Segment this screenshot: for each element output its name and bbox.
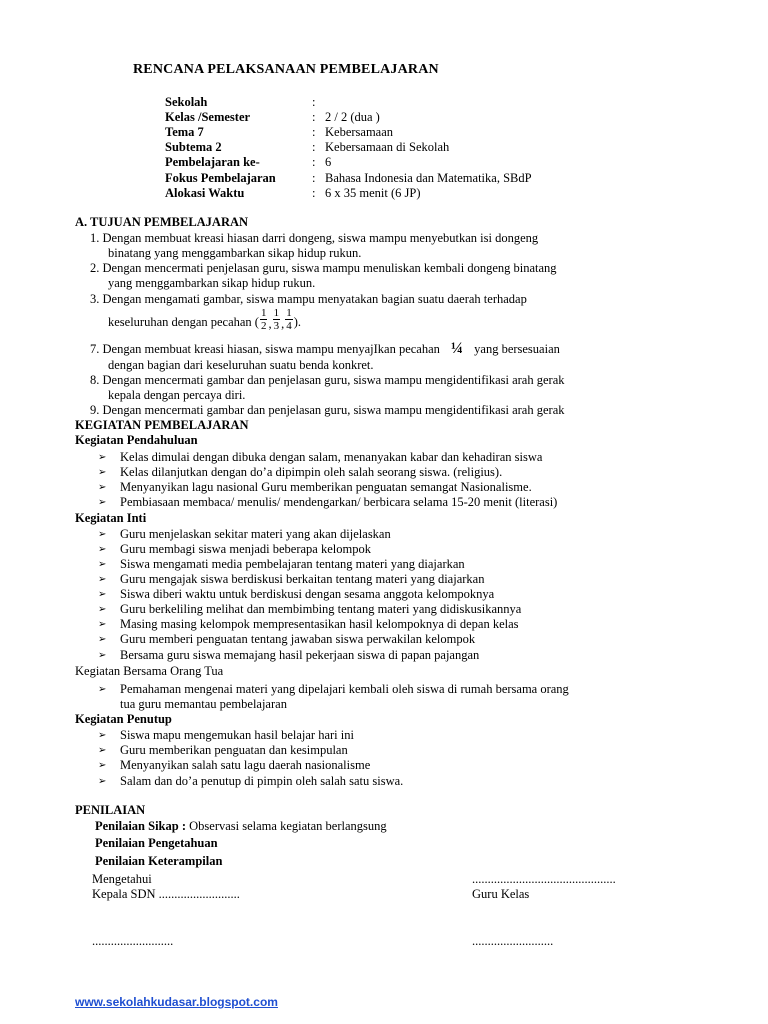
objective-2-line-1: 2. Dengan mencermati penjelasan guru, siswa mampu menuliskan kembali dongeng binatang (90, 261, 557, 275)
penilaian-keterampilan-label: Penilaian Keterampilan (95, 854, 223, 868)
fraction-denominator: 4 (286, 320, 292, 332)
signature-line-left: .......................... (92, 934, 174, 948)
subheading-penutup: Kegiatan Penutup (75, 712, 172, 726)
arrow-bullet-icon: ➢ (98, 467, 107, 478)
meta-label: Kelas /Semester (165, 110, 251, 124)
arrow-bullet-icon: ➢ (98, 482, 107, 493)
arrow-bullet-icon: ➢ (98, 730, 107, 741)
fraction-numerator: 1 (260, 307, 267, 319)
objective-3-line-2 (108, 307, 301, 332)
objective-1-line-1: 1. Dengan membuat kreasi hiasan darri dongeng, siswa mampu menyebutkan isi dongeng (90, 231, 539, 245)
fraction-half (260, 307, 268, 332)
subheading-orang-tua: Kegiatan Bersama Orang Tua (75, 664, 224, 678)
meta-value: Kebersamaan (325, 125, 394, 139)
meta-colon: : (312, 186, 316, 200)
objective-3-line-1: 3. Dengan mengamati gambar, siswa mampu menyatakan bagian suatu daerah terhadap (90, 292, 527, 306)
arrow-bullet-icon: ➢ (98, 574, 107, 585)
objective-8-line-1: 8. Dengan mencermati gambar dan penjelasan guru, siswa mampu mengidentifikasi arah gerak (90, 373, 565, 387)
meta-value: Bahasa Indonesia dan Matematika, SBdP (325, 171, 532, 185)
fraction-separator: , (281, 316, 285, 331)
list-item-text: Siswa mapu mengemukan hasil belajar hari ini (120, 728, 354, 742)
list-item-text: Guru membagi siswa menjadi beberapa kelompok (120, 542, 371, 556)
arrow-bullet-icon: ➢ (98, 760, 107, 771)
meta-label: Sekolah (165, 95, 208, 109)
meta-label: Tema 7 (165, 125, 204, 139)
list-item-text: Menyanyikan lagu nasional Guru memberikan penguatan semangat Nasionalisme. (120, 480, 532, 494)
arrow-bullet-icon: ➢ (98, 619, 107, 630)
fraction-close: ). (293, 314, 302, 329)
footer-website-link[interactable]: www.sekolahkudasar.blogspot.com (75, 995, 278, 1009)
objective-2-line-2: yang menggambarkan sikap hidup rukun. (108, 276, 316, 290)
signature-line-right: .......................... (472, 934, 554, 948)
penilaian-pengetahuan-label: Penilaian Pengetahuan (95, 836, 218, 850)
meta-value: 2 / 2 (dua ) (325, 110, 380, 124)
list-item-text: Pembiasaan membaca/ menulis/ mendengarkan/ berbicara selama 15-20 menit (literasi) (120, 495, 558, 509)
list-item-text: Guru memberikan penguatan dan kesimpulan (120, 743, 348, 757)
subheading-inti: Kegiatan Inti (75, 511, 147, 525)
objective-1-line-2: binatang yang menggambarkan sikap hidup rukun. (108, 246, 362, 260)
list-item-text: Guru memberi penguatan tentang jawaban siswa perwakilan kelompok (120, 632, 476, 646)
meta-colon: : (312, 140, 316, 154)
arrow-bullet-icon: ➢ (98, 634, 107, 645)
fraction-numerator: 1 (286, 307, 292, 319)
list-item-text: Menyanyikan salah satu lagu daerah nasionalisme (120, 758, 371, 772)
arrow-bullet-icon: ➢ (98, 604, 107, 615)
arrow-bullet-icon: ➢ (98, 452, 107, 463)
arrow-bullet-icon: ➢ (98, 529, 107, 540)
objective-7-line-2: dengan bagian dari keseluruhan suatu benda konkret. (108, 358, 374, 372)
signature-kepala-sdn: Kepala SDN .......................... (92, 887, 240, 901)
meta-value: 6 x 35 menit (6 JP) (325, 186, 421, 200)
section-heading-kegiatan: KEGIATAN PEMBELAJARAN (75, 418, 249, 432)
list-item-text: Salam dan do’a penutup di pimpin oleh salah satu siswa. (120, 774, 404, 788)
meta-value: 6 (325, 155, 332, 169)
arrow-bullet-icon: ➢ (98, 559, 107, 570)
arrow-bullet-icon: ➢ (98, 497, 107, 508)
meta-colon: : (312, 110, 316, 124)
fraction-separator: , (268, 316, 272, 331)
arrow-bullet-icon: ➢ (98, 544, 107, 555)
page-title: RENCANA PELAKSANAAN PEMBELAJARAN (133, 62, 439, 77)
fraction-quarter (285, 307, 293, 332)
objective-7-text: 7. Dengan membuat kreasi hiasan, siswa mampu menyajIkan pecahan (90, 342, 440, 356)
objective-8-line-2: kepala dengan percaya diri. (108, 388, 246, 402)
objective-9-line-1: 9. Dengan mencermati gambar dan penjelasan guru, siswa mampu mengidentifikasi arah gerak (90, 403, 565, 417)
list-item-text: Siswa diberi waktu untuk berdiskusi dengan sesama anggota kelompoknya (120, 587, 495, 601)
penilaian-sikap-label: Penilaian Sikap : (95, 819, 186, 833)
fraction-numerator: 1 (273, 307, 280, 319)
penilaian-sikap-value: Observasi selama kegiatan berlangsung (189, 819, 387, 833)
section-heading-tujuan: A. TUJUAN PEMBELAJARAN (75, 215, 249, 229)
meta-label: Pembelajaran ke- (165, 155, 260, 169)
list-item-text: Bersama guru siswa memajang hasil pekerjaan siswa di papan pajangan (120, 648, 480, 662)
list-item-text: Guru mengajak siswa berdiskusi berkaitan tentang materi yang diajarkan (120, 572, 485, 586)
quarter-fraction: ¼ (451, 340, 464, 357)
list-item-continuation: tua guru memantau pembelajaran (120, 697, 287, 711)
list-item-text: Kelas dilanjutkan dengan do’a dipimpin oleh salah seorang siswa. (religius). (120, 465, 503, 479)
arrow-bullet-icon: ➢ (98, 745, 107, 756)
list-item-text: Siswa mengamati media pembelajaran tentang materi yang diajarkan (120, 557, 465, 571)
list-item-text: Guru menjelaskan sekitar materi yang akan dijelaskan (120, 527, 391, 541)
meta-colon: : (312, 125, 316, 139)
fraction-intro: keseluruhan dengan pecahan ( (108, 314, 259, 329)
meta-colon: : (312, 171, 316, 185)
arrow-bullet-icon: ➢ (98, 776, 107, 787)
subheading-pendahuluan: Kegiatan Pendahuluan (75, 433, 198, 447)
meta-label: Alokasi Waktu (165, 186, 245, 200)
fraction-third (273, 307, 281, 332)
arrow-bullet-icon: ➢ (98, 650, 107, 661)
meta-value: Kebersamaan di Sekolah (325, 140, 450, 154)
signature-guru-kelas: Guru Kelas (472, 887, 530, 901)
section-heading-penilaian: PENILAIAN (75, 803, 146, 817)
list-item-text: Guru berkeliling melihat dan membimbing tentang materi yang didiskusikannya (120, 602, 522, 616)
meta-colon: : (312, 95, 316, 109)
meta-colon: : (312, 155, 316, 169)
arrow-bullet-icon: ➢ (98, 684, 107, 695)
signature-mengetahui: Mengetahui (92, 872, 152, 886)
fraction-denominator: 3 (273, 320, 280, 332)
objective-7-line-1 (90, 341, 560, 357)
fraction-denominator: 2 (260, 320, 267, 332)
meta-label: Fokus Pembelajaran (165, 171, 276, 185)
penilaian-sikap (95, 819, 387, 834)
list-item-text: Kelas dimulai dengan dibuka dengan salam, menanyakan kabar dan kehadiran siswa (120, 450, 543, 464)
signature-right-dots: .............................................. (472, 872, 616, 886)
list-item-text: Masing masing kelompok mempresentasikan hasil kelompoknya di depan kelas (120, 617, 519, 631)
objective-7-text-end: yang bersesuaian (474, 342, 560, 356)
arrow-bullet-icon: ➢ (98, 589, 107, 600)
list-item-text: Pemahaman mengenai materi yang dipelajari kembali oleh siswa di rumah bersama orang (120, 682, 569, 696)
meta-label: Subtema 2 (165, 140, 222, 154)
